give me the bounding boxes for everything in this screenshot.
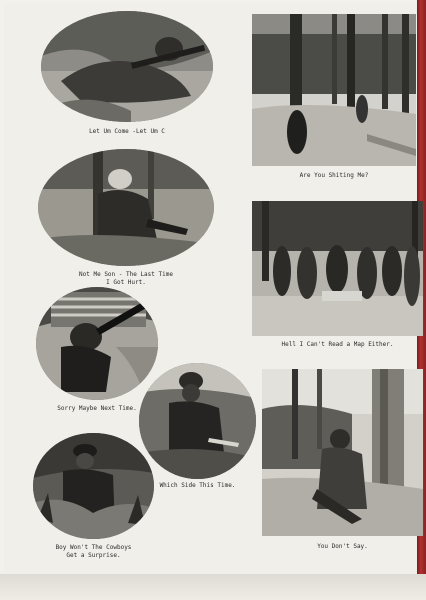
caption-7: Boy Won't The Cowboys Get a Surprise.: [55, 544, 132, 559]
photo-soldier-by-tree: [262, 369, 423, 536]
caption-6: Which Side This Time.: [159, 482, 236, 489]
photo-group-reading-map: [252, 201, 423, 336]
caption-1: Let Um Come -Let Um C: [89, 128, 165, 135]
photo-soldier-aiming-rifle: [41, 11, 213, 122]
caption-5: Sorry Maybe Next Time.: [57, 405, 137, 412]
photo-soldier-kneeling: [38, 149, 214, 266]
page-bottom-edge: [0, 574, 426, 600]
photo-soldier-with-rifle: [36, 287, 158, 400]
caption-2: Are You Shiting Me?: [299, 172, 369, 179]
caption-4: Hell I Can't Read a Map Either.: [281, 341, 394, 348]
photo-soldier-crouching: [139, 363, 256, 479]
caption-3: Not Me Son - The Last Time I Got Hurt.: [79, 271, 173, 286]
caption-8: You Don't Say.: [317, 543, 368, 550]
photo-jungle-clearing: [252, 14, 416, 166]
photo-soldiers-in-brush: [33, 433, 154, 539]
